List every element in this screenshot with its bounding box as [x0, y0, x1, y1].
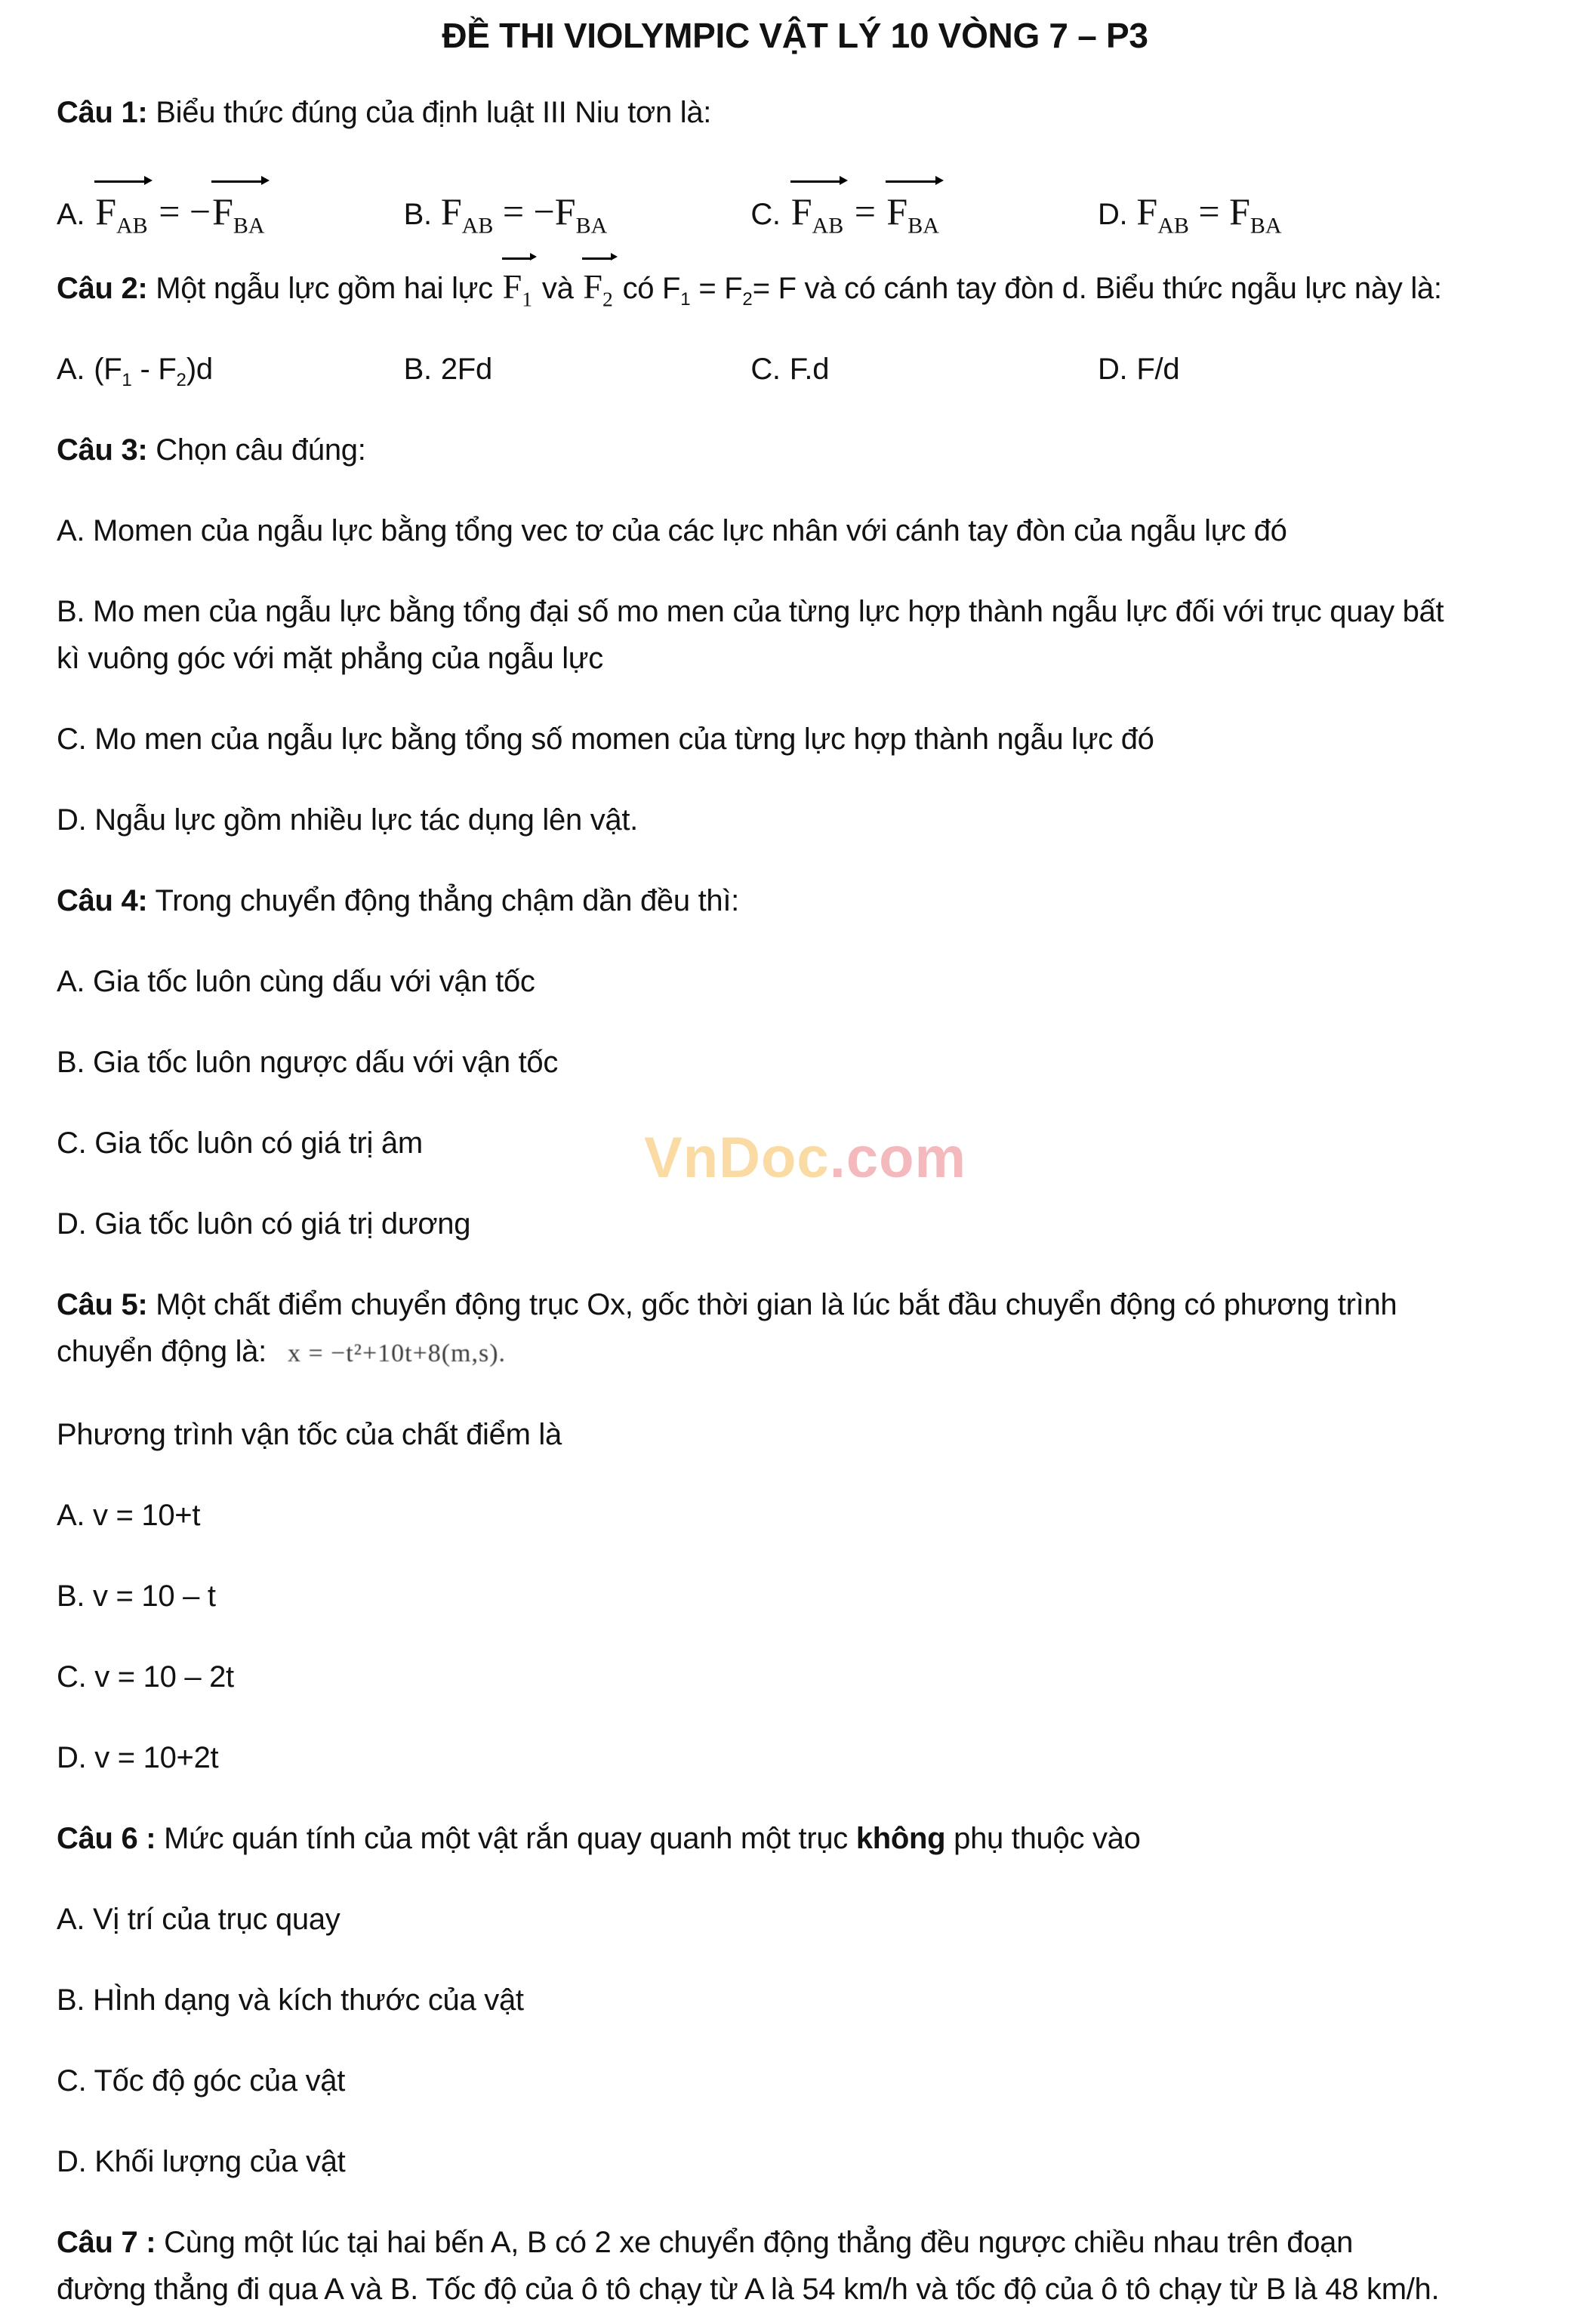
option-text: F/d: [1136, 353, 1180, 386]
formula: $F_{AB}$ = $F_{BA}$: [790, 190, 941, 233]
question-5-text-line2: chuyển động là:: [57, 1335, 267, 1368]
vector-arrow-icon: [94, 176, 153, 186]
option-letter: B.: [403, 353, 432, 386]
q4-option-c: [57, 1120, 1533, 1167]
watermark-vndoc: VnDoc: [644, 1126, 830, 1190]
option-letter: D.: [1097, 198, 1128, 231]
vector-f2: $F_2$: [581, 267, 614, 306]
formula: $F_{AB} = -F_{BA}$: [440, 190, 608, 239]
question-2-options: [57, 346, 1533, 393]
option-letter: A.: [57, 1499, 85, 1532]
option-letter: A.: [57, 353, 85, 386]
question-4-text: Trong chuyển động thẳng chậm dần đều thì:: [155, 884, 739, 917]
option-letter: B.: [57, 1580, 85, 1613]
question-6-text-1: Mức quán tính của một vật rắn quay quanh một trục: [164, 1822, 848, 1855]
q2-option-c: [750, 346, 1098, 393]
option-text: v = 10+t: [93, 1499, 201, 1532]
question-3-text: Chọn câu đúng:: [156, 433, 366, 467]
question-7-text-line2: đường thẳng đi qua A và B. Tốc độ của ô tô chạy từ A là 54 km/h và tốc độ của ô tô chạy từ B là 48 km/h.: [57, 2273, 1440, 2306]
question-2-text-3: có $F_1 = F_2= F$ và có cánh tay đòn d. Biểu thức ngẫu lực này là:: [622, 272, 1442, 310]
q5-option-d: [57, 1734, 1533, 1781]
question-2-text-1: Một ngẫu lực gồm hai lực: [156, 272, 493, 305]
option-letter: D.: [57, 1741, 87, 1774]
option-letter: C.: [57, 1660, 87, 1694]
watermark-com: .com: [829, 1126, 967, 1190]
q6-option-b: [57, 1977, 1533, 2023]
option-text: Khối lượng của vật: [94, 2145, 346, 2178]
vector-arrow-icon: [790, 176, 849, 186]
option-letter: D.: [1097, 353, 1128, 386]
question-6-label: Câu 6 :: [57, 1822, 156, 1855]
question-6: [57, 1815, 1533, 1862]
vector-arrow-icon: [886, 176, 944, 186]
q6-option-a: [57, 1896, 1533, 1943]
option-text: Momen của ngẫu lực bằng tổng vec tơ của các lực nhân với cánh tay đòn của ngẫu lực đó: [93, 514, 1287, 547]
q3-option-a: [57, 507, 1533, 554]
question-2-label: Câu 2:: [57, 272, 148, 305]
question-1: [57, 89, 1533, 136]
option-text: v = 10+2t: [94, 1741, 219, 1774]
question-2-text-2: và: [541, 272, 574, 305]
vector-arrow-icon: [502, 253, 537, 264]
question-3: [57, 427, 1533, 473]
option-text: v = 10 – 2t: [94, 1660, 234, 1694]
option-letter: A.: [57, 1903, 85, 1936]
question-1-label: Câu 1:: [57, 96, 148, 129]
formula: $F_{AB} = F_{BA}$: [1136, 190, 1282, 239]
option-text: $(F_1 - F_2)d$: [94, 353, 213, 391]
q6-option-d: [57, 2138, 1533, 2185]
option-letter: C.: [750, 198, 781, 231]
option-text: Ngẫu lực gồm nhiều lực tác dụng lên vật.: [94, 803, 638, 837]
q2-option-d: [1098, 346, 1179, 393]
vector-f1: $F_1$: [501, 267, 534, 306]
vector-arrow-icon: [211, 176, 270, 186]
option-letter: D.: [57, 803, 87, 837]
q4-option-d: [57, 1201, 1533, 1247]
question-5-prompt: Phương trình vận tốc của chất điểm là: [57, 1418, 562, 1451]
question-2: [57, 264, 1533, 312]
q3-option-b: [57, 588, 1533, 682]
question-5: [57, 1281, 1533, 1377]
question-4: [57, 877, 1533, 924]
q3-option-c: [57, 716, 1533, 763]
option-letter: D.: [57, 2145, 87, 2178]
q5-option-a: [57, 1492, 1533, 1539]
option-letter: C.: [57, 1127, 87, 1160]
option-text-line2: kì vuông góc với mặt phẳng của ngẫu lực: [57, 642, 603, 675]
q4-option-b: [57, 1039, 1533, 1086]
option-letter: A.: [57, 198, 85, 231]
q5-option-b: [57, 1573, 1533, 1620]
formula: $F_{AB}$ = − $F_{BA}$: [94, 190, 266, 233]
q3-option-d: [57, 797, 1533, 843]
option-letter: A.: [57, 514, 85, 547]
option-text: Gia tốc luôn cùng dấu với vận tốc: [93, 965, 535, 998]
q4-option-a: [57, 958, 1533, 1005]
q1-option-a: [57, 188, 404, 238]
question-4-label: Câu 4:: [57, 884, 148, 917]
option-text: Gia tốc luôn có giá trị dương: [94, 1207, 471, 1241]
vector-arrow-icon: [582, 253, 617, 264]
option-letter: B.: [57, 1046, 85, 1079]
option-letter: B.: [57, 595, 85, 628]
option-text-line1: Mo men của ngẫu lực bằng tổng đại số mo men của từng lực hợp thành ngẫu lực đối với trục quay bất: [93, 595, 1444, 628]
option-text: HÌnh dạng và kích thước của vật: [93, 1983, 524, 2017]
q1-option-d: [1098, 188, 1282, 238]
option-letter: D.: [57, 1207, 87, 1241]
option-letter: B.: [403, 198, 432, 231]
question-5-text-line1: Một chất điểm chuyển động trục Ox, gốc thời gian là lúc bắt đầu chuyển động có phương trình: [156, 1288, 1397, 1321]
question-6-text-2: phụ thuộc vào: [954, 1822, 1141, 1855]
question-7-text-line1: Cùng một lúc tại hai bến A, B có 2 xe chuyển động thẳng đều ngược chiều nhau trên đoạn: [164, 2226, 1354, 2259]
question-1-text: Biểu thức đúng của định luật III Niu tơn là:: [156, 96, 712, 129]
option-letter: A.: [57, 965, 85, 998]
page-title: ĐỀ THI VIOLYMPIC VẬT LÝ 10 VÒNG 7 – P3: [442, 16, 1148, 55]
q6-option-c: [57, 2057, 1533, 2104]
option-text: Tốc độ góc của vật: [94, 2064, 346, 2097]
question-5-label: Câu 5:: [57, 1288, 148, 1321]
option-letter: B.: [57, 1983, 85, 2017]
option-text: Gia tốc luôn có giá trị âm: [94, 1127, 423, 1160]
question-3-label: Câu 3:: [57, 433, 148, 467]
question-6-bold: không: [855, 1822, 946, 1855]
option-text: v = 10 – t: [93, 1580, 216, 1613]
option-letter: C.: [57, 2064, 87, 2097]
q1-option-c: [750, 188, 1098, 238]
option-text: Vị trí của trục quay: [93, 1903, 340, 1936]
option-text: F.d: [789, 353, 830, 386]
option-text: Mo men của ngẫu lực bằng tổng số momen của từng lực hợp thành ngẫu lực đó: [94, 723, 1154, 756]
q5-option-c: [57, 1654, 1533, 1700]
option-text: Gia tốc luôn ngược dấu với vận tốc: [93, 1046, 559, 1079]
motion-equation-image: x = −t²+10t+8(m,s).: [287, 1339, 507, 1367]
option-letter: C.: [57, 723, 87, 756]
option-letter: C.: [750, 353, 781, 386]
q1-option-b: [404, 188, 751, 238]
option-text: 2Fd: [440, 353, 492, 386]
question-1-options: [57, 170, 1533, 238]
question-7: [57, 2219, 1533, 2313]
q2-option-a: [57, 346, 404, 393]
question-7-label: Câu 7 :: [57, 2226, 156, 2259]
q2-option-b: [404, 346, 751, 393]
